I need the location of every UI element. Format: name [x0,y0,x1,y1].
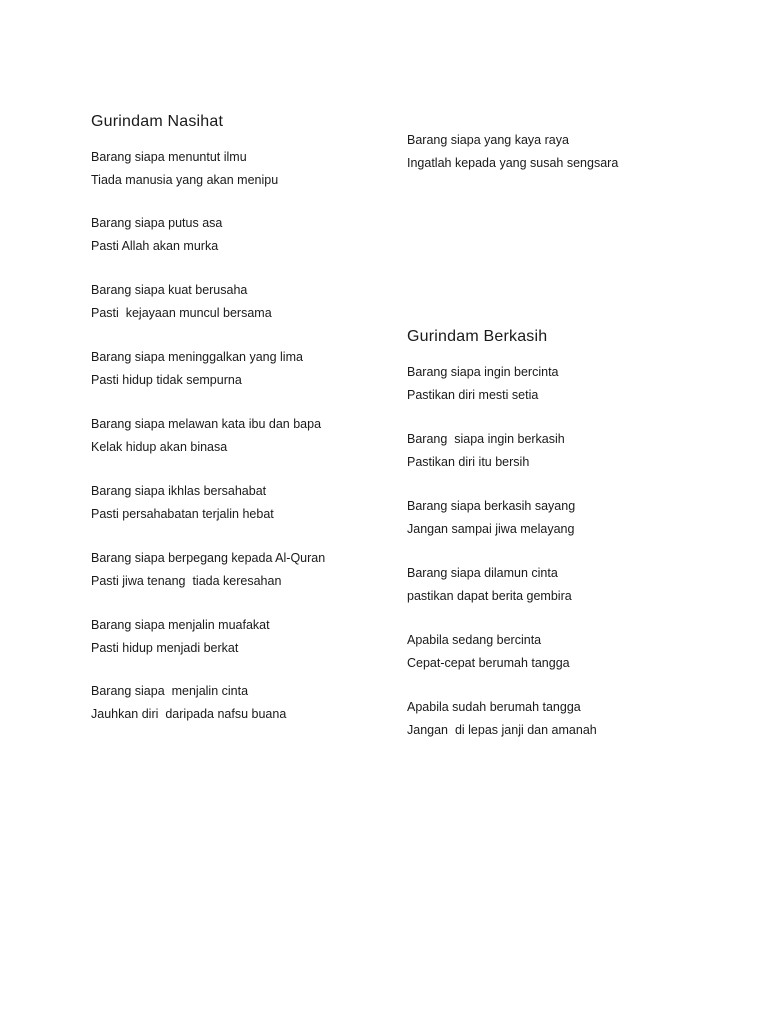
stanza-line: Pasti hidup menjadi berkat [91,640,239,655]
stanza [91,680,286,725]
stanza-line: Barang siapa yang kaya raya [407,133,569,147]
stanza [407,629,570,674]
stanza-line: Barang siapa berkasih sayang [407,499,576,513]
stanza-line: Jangan di lepas janji dan amanah [407,722,597,737]
stanza [91,413,321,458]
stanza [91,547,325,592]
stanza-continuation [407,129,618,174]
stanza-line: Barang siapa kuat berusaha [91,283,248,297]
stanza-line: Pasti Allah akan murka [91,238,219,253]
title-gurindam-nasihat: Gurindam Nasihat [91,113,224,130]
stanza-line: Barang siapa ikhlas bersahabat [91,484,267,498]
stanza-line: Barang siapa menjalin cinta [91,684,249,698]
stanza [91,480,274,525]
stanza-line: Pasti hidup tidak sempurna [91,372,242,387]
stanza-line: Pasti jiwa tenang tiada keresahan [91,573,282,588]
stanza [91,212,222,257]
stanza [91,146,278,191]
title-gurindam-berkasih: Gurindam Berkasih [407,328,548,345]
stanza-line: Barang siapa dilamun cinta [407,566,558,580]
stanza [91,346,303,391]
stanza-line: Barang siapa menjalin muafakat [91,618,270,632]
stanza-line: Barang siapa meninggalkan yang lima [91,350,303,364]
stanza-line: Jauhkan diri daripada nafsu buana [91,706,287,721]
stanza-line: Apabila sudah berumah tangga [407,700,581,714]
stanza [407,428,565,473]
stanza [407,562,572,607]
stanza-line: Ingatlah kepada yang susah sengsara [407,155,619,170]
stanza-line: Pastikan diri mesti setia [407,387,539,402]
stanza-line: Pasti persahabatan terjalin hebat [91,506,274,521]
stanza-line: Barang siapa berpegang kepada Al-Quran [91,551,326,565]
stanza [91,614,270,659]
stanza-line: Kelak hidup akan binasa [91,439,228,454]
stanza-line: Barang siapa melawan kata ibu dan bapa [91,417,322,431]
stanza [407,361,559,406]
stanza-line: Barang siapa putus asa [91,216,223,230]
stanza-line: Apabila sedang bercinta [407,633,542,647]
stanza-line: pastikan dapat berita gembira [407,588,572,603]
stanza-line: Barang siapa ingin berkasih [407,432,565,446]
stanza-line: Tiada manusia yang akan menipu [91,172,279,187]
stanza-line: Pastikan diri itu bersih [407,454,530,469]
stanza [407,495,575,540]
stanza-line: Jangan sampai jiwa melayang [407,521,575,536]
stanza [407,696,597,741]
stanza-line: Pasti kejayaan muncul bersama [91,305,272,320]
stanza-line: Cepat-cepat berumah tangga [407,655,570,670]
stanza [91,279,272,324]
stanza-line: Barang siapa ingin bercinta [407,365,559,379]
stanza-line: Barang siapa menuntut ilmu [91,150,247,164]
